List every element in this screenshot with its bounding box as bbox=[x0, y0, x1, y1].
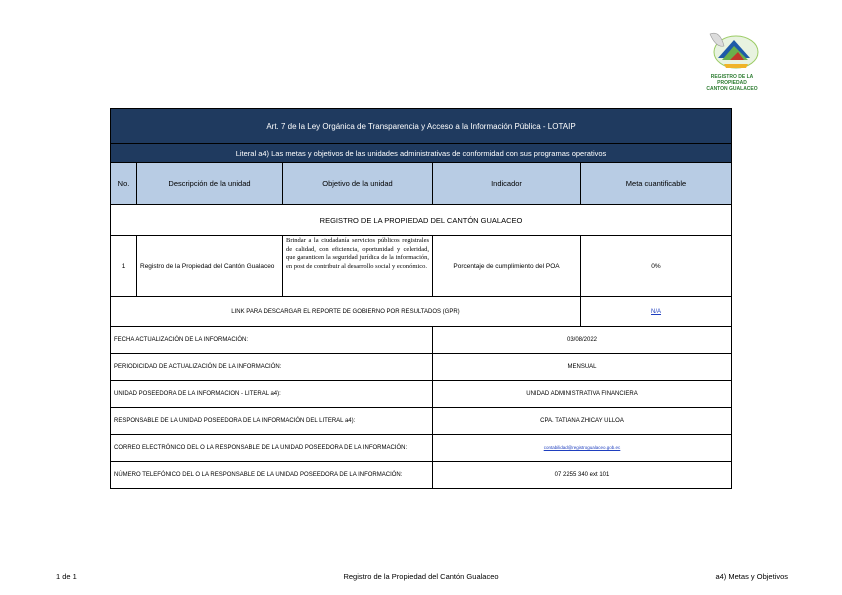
info-label: NÚMERO TELEFÓNICO DEL O LA RESPONSABLE DE LA UNIDAD POSEEDORA DE LA INFORMACIÓN: bbox=[111, 462, 433, 489]
col-header-target: Meta cuantificable bbox=[581, 163, 732, 205]
column-headers bbox=[111, 163, 732, 205]
info-label: FECHA ACTUALIZACIÓN DE LA INFORMACIÓN: bbox=[111, 327, 433, 354]
row-objective: Brindar a la ciudadanía servicios públicos registrales de calidad, con eficiencia, oportunidad y celeridad, que garanticen la seguridad jurídica de la información, en post de contribuir al desarrollo social y económico. bbox=[283, 236, 433, 297]
info-label: UNIDAD POSEEDORA DE LA INFORMACION - LITERAL a4): bbox=[111, 381, 433, 408]
info-row-phone bbox=[111, 462, 732, 489]
institution-name: REGISTRO DE LA PROPIEDAD DEL CANTÓN GUALACEO bbox=[111, 205, 732, 236]
info-value: 07 2255 340 ext 101 bbox=[433, 462, 732, 489]
gpr-link[interactable]: N/A bbox=[651, 308, 662, 315]
info-label: CORREO ELECTRÓNICO DEL O LA RESPONSABLE DE LA UNIDAD POSEEDORA DE LA INFORMACIÓN: bbox=[111, 435, 433, 462]
info-row-unit bbox=[111, 381, 732, 408]
row-unit: Registro de la Propiedad del Cantón Gualaceo bbox=[137, 236, 283, 297]
lotaip-table bbox=[110, 108, 732, 489]
info-row-email bbox=[111, 435, 732, 462]
footer-right: a4) Metas y Objetivos bbox=[715, 572, 788, 581]
info-label: PERIODICIDAD DE ACTUALIZACIÓN DE LA INFORMACIÓN: bbox=[111, 354, 433, 381]
row-target: 0% bbox=[581, 236, 732, 297]
footer-page-number: 1 de 1 bbox=[56, 572, 77, 581]
info-value: UNIDAD ADMINISTRATIVA FINANCIERA bbox=[433, 381, 732, 408]
col-header-unit: Descripción de la unidad bbox=[137, 163, 283, 205]
table-row bbox=[111, 236, 732, 297]
info-value: 03/08/2022 bbox=[433, 327, 732, 354]
logo-caption: REGISTRO DE LA PROPIEDAD CANTON GUALACEO bbox=[706, 74, 758, 92]
col-header-indicator: Indicador bbox=[433, 163, 581, 205]
footer-center: Registro de la Propiedad del Cantón Gualaceo bbox=[343, 572, 499, 581]
info-value: CPA. TATIANA ZHICAY ULLOA bbox=[433, 408, 732, 435]
info-value: MENSUAL bbox=[433, 354, 732, 381]
row-number: 1 bbox=[111, 236, 137, 297]
col-header-no: No. bbox=[111, 163, 137, 205]
col-header-objective: Objetivo de la unidad bbox=[283, 163, 433, 205]
row-indicator: Porcentaje de cumplimiento del POA bbox=[433, 236, 581, 297]
email-link[interactable]: contabilidad@registrogualaceo.gob.ec bbox=[543, 445, 621, 450]
table-subtitle: Literal a4) Las metas y objetivos de las unidades administrativas de conformidad con sus programas operativos bbox=[111, 144, 732, 163]
info-row-periodicity bbox=[111, 354, 732, 381]
gpr-link-label: LINK PARA DESCARGAR EL REPORTE DE GOBIERNO POR RESULTADOS (GPR) bbox=[111, 297, 581, 327]
info-row-responsible bbox=[111, 408, 732, 435]
info-label: RESPONSABLE DE LA UNIDAD POSEEDORA DE LA INFORMACIÓN DEL LITERAL a4): bbox=[111, 408, 433, 435]
table-title: Art. 7 de la Ley Orgánica de Transparencia y Acceso a la Información Pública - LOTAIP bbox=[111, 109, 732, 144]
info-row-update-date bbox=[111, 327, 732, 354]
